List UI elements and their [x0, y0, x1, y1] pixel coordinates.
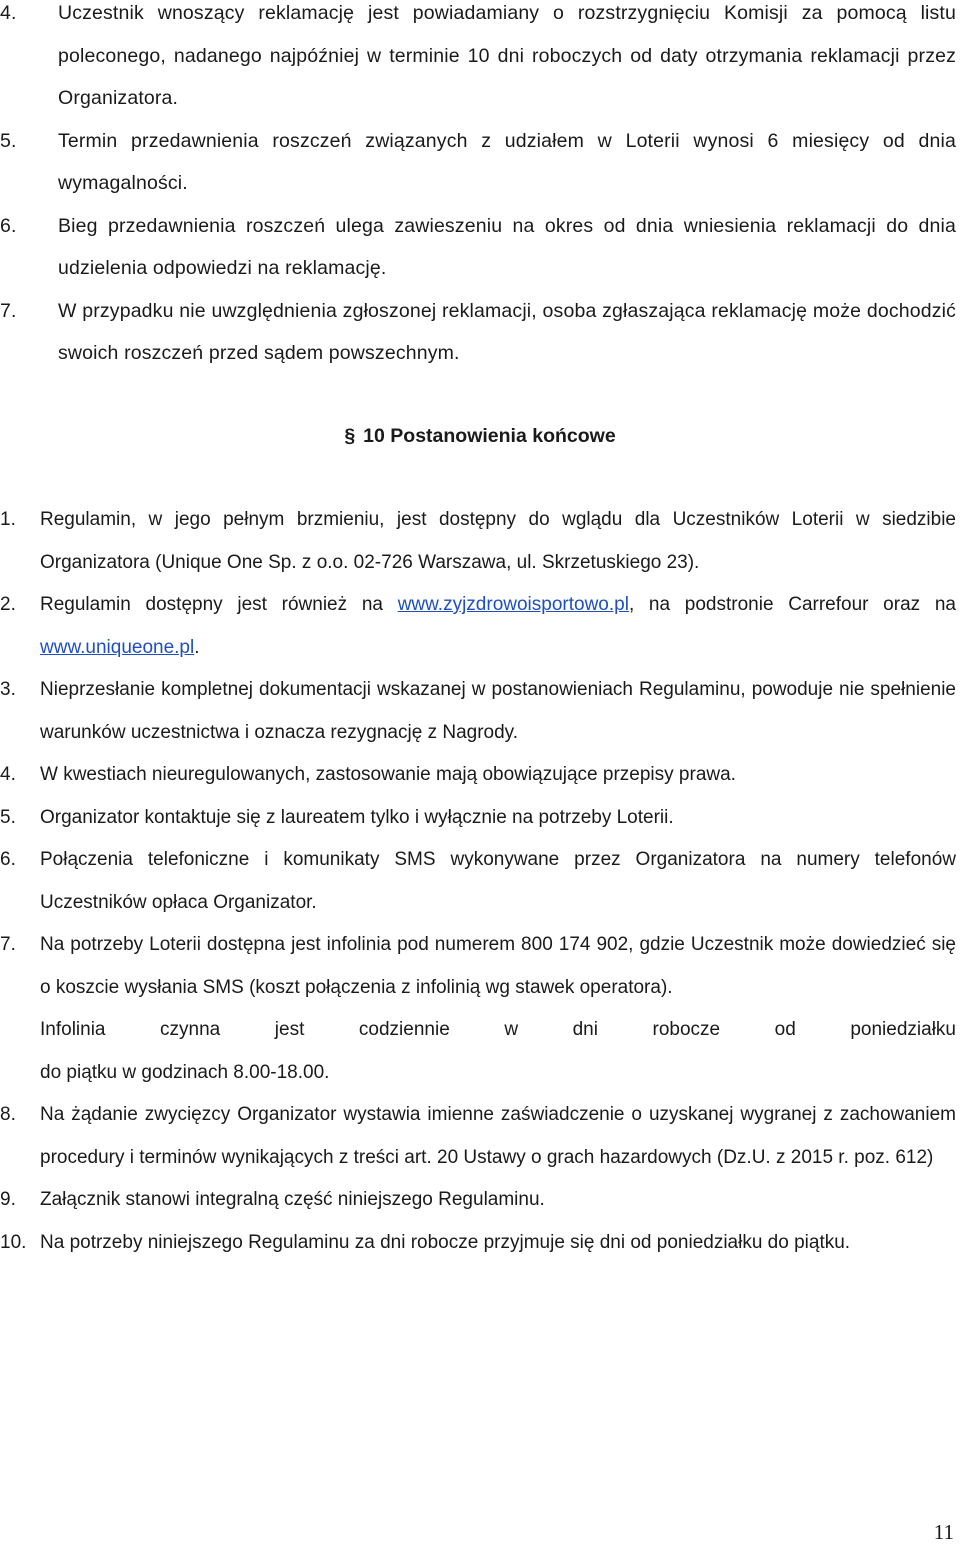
list-item-number: 2.: [0, 594, 16, 615]
list-item: [0, 205, 960, 290]
word: czynna: [160, 1019, 221, 1040]
word: Infolinia: [40, 1019, 106, 1040]
text-before-link: Regulamin dostępny jest również na: [40, 594, 398, 615]
list-item-number: 5.: [0, 806, 16, 828]
list-item: [0, 924, 960, 1094]
list-item-text: W przypadku nie uwzględnienia zgłoszonej reklamacji, osoba zgłaszająca reklamację może dochodzić swoich roszczeń przed sądem powszechnym.: [58, 299, 956, 365]
list-item-text: Na potrzeby niniejszego Regulaminu za dni robocze przyjmuje się dni od poniedziałku do piątku.: [40, 1231, 851, 1253]
complaints-list: [0, 0, 960, 375]
section-symbol: §: [344, 425, 356, 447]
word: jest: [274, 1019, 305, 1040]
list-item-text: Regulamin, w jego pełnym brzmieniu, jest dostępny do wglądu dla Uczestników Loterii w siedzibie Organizatora (Unique One Sp. z o.o. 02-726 Warszawa, ul. Skrzetuskiego 23).: [40, 509, 956, 573]
list-item-number: 4.: [0, 2, 17, 24]
list-item-number: 7.: [0, 934, 16, 955]
word: robocze: [652, 1019, 721, 1040]
section-heading: [0, 415, 960, 457]
list-item-number: 1.: [0, 509, 16, 530]
list-item-text: Termin przedawnienia roszczeń związanych z udziałem w Loterii wynosi 6 miesięcy od dnia wymagalności.: [58, 129, 956, 195]
list-item-number: 4.: [0, 764, 16, 785]
list-item-number: 9.: [0, 1189, 16, 1210]
word: w: [504, 1019, 519, 1040]
word: codziennie: [358, 1019, 450, 1040]
list-item-number: 6.: [0, 214, 17, 237]
list-item-number: 6.: [0, 849, 16, 870]
list-item-number: 5.: [0, 129, 17, 152]
list-item-text: Bieg przedawnienia roszczeń ulega zawieszeniu na okres od dnia wniesienia reklamacji do dnia udzielenia odpowiedzi na reklamację.: [58, 214, 956, 280]
list-item: [0, 1222, 960, 1265]
word: od: [774, 1019, 796, 1040]
list-item-number: 3.: [0, 679, 16, 700]
list-item-text: [40, 584, 956, 669]
list-item: [0, 754, 960, 797]
list-item: [0, 839, 960, 924]
page-number: 11: [933, 1520, 954, 1544]
list-item-number: 10.: [0, 1231, 27, 1253]
list-item: [0, 1094, 960, 1179]
word: poniedziałku: [850, 1019, 956, 1040]
list-item-number: 7.: [0, 299, 17, 322]
list-item: [0, 1179, 960, 1222]
list-item-text: Nieprzesłanie kompletnej dokumentacji wskazanej w postanowieniach Regulaminu, powoduje nie spełnienie warunków uczestnictwa i oznacza rezygnację z Nagrody.: [40, 679, 956, 743]
list-item-text: Organizator kontaktuje się z laureatem tylko i wyłącznie na potrzeby Loterii.: [40, 806, 674, 828]
list-item-text: Na potrzeby Loterii dostępna jest infolinia pod numerem 800 174 902, gdzie Uczestnik może dowiedzieć się o koszcie wysłania SMS (koszt połączenia z infolinią wg stawek operatora).: [40, 934, 956, 998]
list-item: [0, 0, 960, 120]
final-provisions-list: [0, 499, 960, 1264]
list-item: [0, 669, 960, 754]
website-link[interactable]: www.zyjzdrowoisportowo.pl: [397, 594, 629, 615]
list-item: [0, 120, 960, 205]
list-item-number: 8.: [0, 1104, 16, 1125]
list-item: [0, 499, 960, 584]
hotline-hours-line: [40, 1009, 956, 1052]
text-between-links: , na podstronie Carrefour oraz na: [628, 594, 956, 615]
word: dni: [572, 1019, 598, 1040]
list-item-text: Połączenia telefoniczne i komunikaty SMS wykonywane przez Organizatora na numery telefonów Uczestników opłaca Organizator.: [40, 849, 956, 913]
list-item-text: Uczestnik wnoszący reklamację jest powiadamiany o rozstrzygnięciu Komisji za pomocą listu poleconego, nadanego najpóźniej w terminie 10 dni roboczych od daty otrzymania reklamacji przez Organizatora.: [58, 2, 956, 109]
text-after-link: .: [194, 636, 200, 658]
list-item-text: W kwestiach nieuregulowanych, zastosowanie mają obowiązujące przepisy prawa.: [40, 764, 736, 785]
uniqueone-link[interactable]: www.uniqueone.pl: [40, 636, 195, 658]
list-item-text: Załącznik stanowi integralną część niniejszego Regulaminu.: [40, 1189, 545, 1210]
list-item-text-cont: do piątku w godzinach 8.00-18.00.: [40, 1061, 330, 1083]
list-item: [0, 584, 960, 669]
section-title: 10 Postanowienia końcowe: [363, 425, 616, 447]
list-item: [0, 290, 960, 375]
list-item: [0, 797, 960, 840]
list-item-text: Na żądanie zwycięzcy Organizator wystawia imienne zaświadczenie o uzyskanej wygranej z zachowaniem procedury i terminów wynikających z treści art. 20 Ustawy o grach hazardowych (Dz.U. z 2015 r. poz. 612): [40, 1104, 956, 1168]
